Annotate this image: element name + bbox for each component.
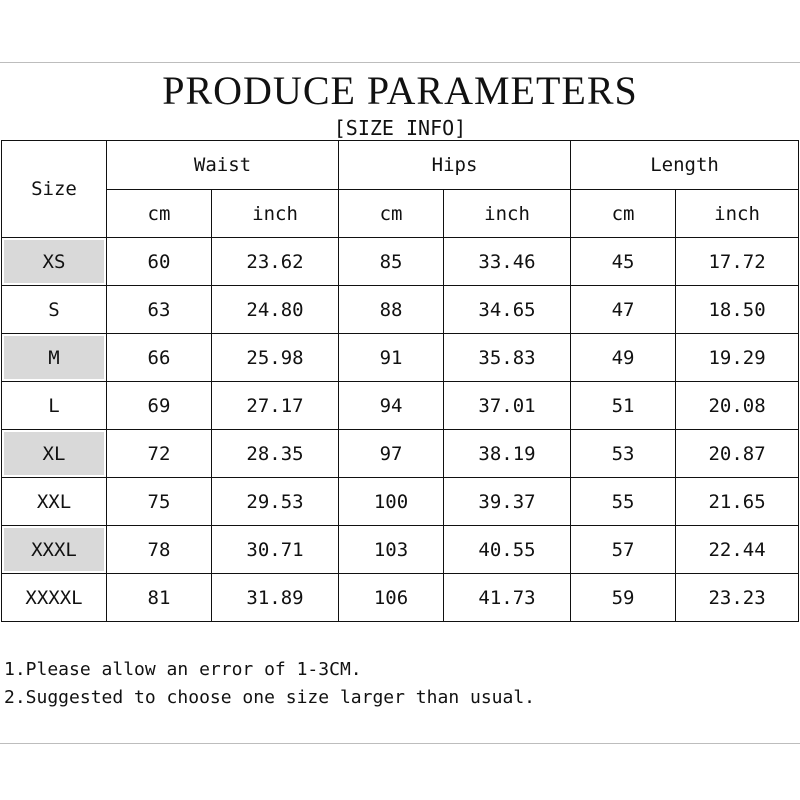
measurement-cell: 72 xyxy=(107,430,212,478)
measurement-cell: 20.08 xyxy=(676,382,799,430)
size-column-header: Size xyxy=(2,141,107,238)
measurement-cell: 19.29 xyxy=(676,334,799,382)
measurement-cell: 27.17 xyxy=(212,382,339,430)
group-header-waist: Waist xyxy=(107,141,339,190)
table-row xyxy=(2,334,799,382)
measurement-cell: 103 xyxy=(339,526,444,574)
unit-header: cm xyxy=(339,190,444,238)
measurement-cell: 31.89 xyxy=(212,574,339,622)
measurement-cell: 17.72 xyxy=(676,238,799,286)
measurement-cell: 81 xyxy=(107,574,212,622)
measurement-cell: 20.87 xyxy=(676,430,799,478)
unit-header: inch xyxy=(676,190,799,238)
size-label: L xyxy=(2,382,107,430)
unit-header: cm xyxy=(571,190,676,238)
measurement-cell: 55 xyxy=(571,478,676,526)
note-error-margin: 1.Please allow an error of 1-3CM. xyxy=(4,659,362,680)
measurement-cell: 30.71 xyxy=(212,526,339,574)
measurement-cell: 39.37 xyxy=(444,478,571,526)
size-label: XS xyxy=(2,238,107,286)
table-row xyxy=(2,430,799,478)
table-row xyxy=(2,382,799,430)
table-row xyxy=(2,238,799,286)
measurement-cell: 18.50 xyxy=(676,286,799,334)
measurement-cell: 85 xyxy=(339,238,444,286)
measurement-cell: 47 xyxy=(571,286,676,334)
header-row-groups xyxy=(2,141,799,190)
group-header-hips: Hips xyxy=(339,141,571,190)
measurement-cell: 23.62 xyxy=(212,238,339,286)
size-label: XXL xyxy=(2,478,107,526)
measurement-cell: 23.23 xyxy=(676,574,799,622)
unit-header: inch xyxy=(444,190,571,238)
measurement-cell: 28.35 xyxy=(212,430,339,478)
table-row xyxy=(2,574,799,622)
header-row-units xyxy=(2,190,799,238)
measurement-cell: 24.80 xyxy=(212,286,339,334)
measurement-cell: 59 xyxy=(571,574,676,622)
measurement-cell: 97 xyxy=(339,430,444,478)
measurement-cell: 57 xyxy=(571,526,676,574)
measurement-cell: 34.65 xyxy=(444,286,571,334)
measurement-cell: 49 xyxy=(571,334,676,382)
size-label: XL xyxy=(2,430,107,478)
measurement-cell: 88 xyxy=(339,286,444,334)
size-table xyxy=(1,140,799,622)
notes xyxy=(4,656,535,712)
table-row xyxy=(2,286,799,334)
size-label: XXXL xyxy=(2,526,107,574)
unit-header: cm xyxy=(107,190,212,238)
size-label: S xyxy=(2,286,107,334)
measurement-cell: 37.01 xyxy=(444,382,571,430)
measurement-cell: 35.83 xyxy=(444,334,571,382)
measurement-cell: 51 xyxy=(571,382,676,430)
size-label: XXXXL xyxy=(2,574,107,622)
measurement-cell: 78 xyxy=(107,526,212,574)
unit-header: inch xyxy=(212,190,339,238)
table-row xyxy=(2,478,799,526)
measurement-cell: 75 xyxy=(107,478,212,526)
measurement-cell: 91 xyxy=(339,334,444,382)
measurement-cell: 63 xyxy=(107,286,212,334)
table-row xyxy=(2,526,799,574)
measurement-cell: 33.46 xyxy=(444,238,571,286)
measurement-cell: 40.55 xyxy=(444,526,571,574)
measurement-cell: 69 xyxy=(107,382,212,430)
note-size-suggestion: 2.Suggested to choose one size larger than usual. xyxy=(4,687,536,708)
page-subtitle: [SIZE INFO] xyxy=(333,116,467,140)
measurement-cell: 41.73 xyxy=(444,574,571,622)
measurement-cell: 29.53 xyxy=(212,478,339,526)
measurement-cell: 22.44 xyxy=(676,526,799,574)
measurement-cell: 100 xyxy=(339,478,444,526)
measurement-cell: 94 xyxy=(339,382,444,430)
measurement-cell: 106 xyxy=(339,574,444,622)
measurement-cell: 38.19 xyxy=(444,430,571,478)
measurement-cell: 60 xyxy=(107,238,212,286)
size-label: M xyxy=(2,334,107,382)
measurement-cell: 25.98 xyxy=(212,334,339,382)
group-header-length: Length xyxy=(571,141,799,190)
measurement-cell: 21.65 xyxy=(676,478,799,526)
measurement-cell: 45 xyxy=(571,238,676,286)
size-rows xyxy=(2,238,799,622)
page-title: PRODUCE PARAMETERS xyxy=(162,68,638,113)
measurement-cell: 53 xyxy=(571,430,676,478)
measurement-cell: 66 xyxy=(107,334,212,382)
